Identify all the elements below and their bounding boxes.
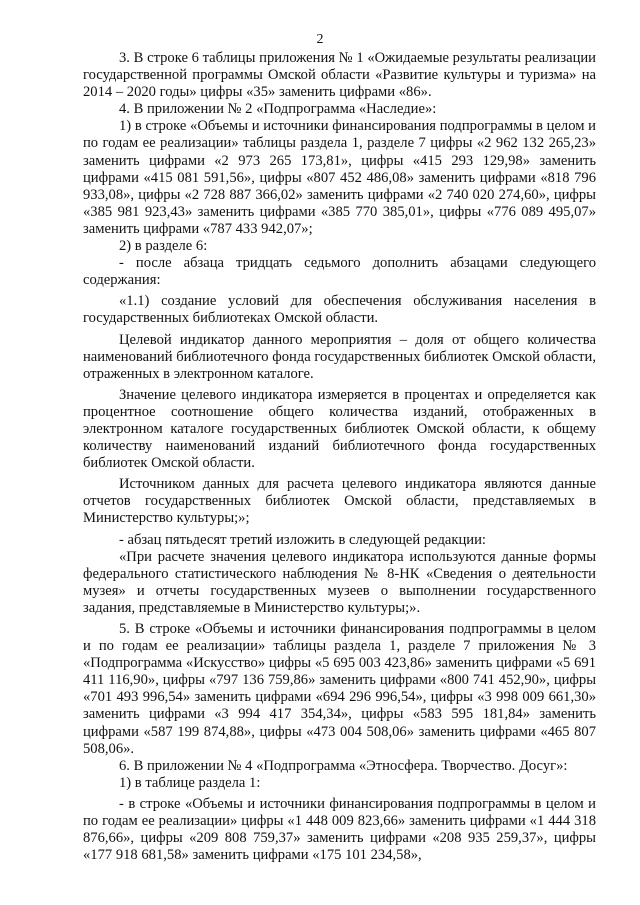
- paragraph-insert-instruction: - после абзаца тридцать седьмого дополнить абзацами следующего содержания:: [83, 255, 596, 289]
- paragraph-quoted-calculation: «При расчете значения целевого индикатора используются данные формы федерального статистического наблюдения № 8-НК «Сведения о деятельности музея» и отчеты государственных музеев о выполнении государственного задания, представляемые в Министерство культуры;».: [83, 548, 596, 616]
- document-body: [83, 50, 596, 864]
- paragraph-item-4: 4. В приложении № 2 «Подпрограмма «Наследие»:: [119, 101, 437, 118]
- paragraph-replace-instruction: - абзац пятьдесят третий изложить в следующей редакции:: [119, 531, 486, 548]
- paragraph-item-4-1: 1) в строке «Объемы и источники финансирования подпрограммы в целом и по годам ее реализации» таблицы раздела 1, разделе 7 цифры «2 962 132 265,23» заменить цифрами «2 973 265 173,81», цифры «415 293 129,98» заменить цифрами «415 081 591,56», цифры «807 452 486,08» заменить цифрами «818 796 933,08», цифры «2 728 887 366,02» заменить цифрами «2 740 020 274,60», цифры «385 981 923,43» заменить цифрами «385 770 385,01», цифры «776 089 495,07» заменить цифрами «787 433 942,07»;: [83, 118, 596, 237]
- paragraph-item-4-2: 2) в разделе 6:: [119, 238, 208, 255]
- paragraph-data-source: Источником данных для расчета целевого индикатора являются данные отчетов государственных библиотек Омской области, представляемых в Министерство культуры;»;: [83, 476, 596, 527]
- paragraph-target-indicator: Целевой индикатор данного мероприятия – доля от общего количества наименований библиотечного фонда государственных библиотек Омской области, отраженных в электронном каталоге.: [83, 331, 596, 382]
- paragraph-quoted-1-1: «1.1) создание условий для обеспечения обслуживания населения в государственных библиотеках Омской области.: [83, 293, 596, 327]
- page-number: 2: [316, 32, 324, 47]
- paragraph-item-6-1-row: - в строке «Объемы и источники финансирования подпрограммы в целом и по годам ее реализации» цифры «1 448 009 823,66» заменить цифрами «1 444 318 876,66», цифры «209 808 759,37» заменить цифрами «208 935 259,37», цифры «177 918 681,58» заменить цифрами «175 101 234,58»,: [83, 795, 596, 864]
- paragraph-indicator-value: Значение целевого индикатора измеряется в процентах и определяется как процентное соотношение общего количества изданий, отображенных в электронном каталоге государственных библиотек Омской области, к общему количеству наименований изданий библиотечного фонда государственных библиотек Омской области.: [83, 386, 596, 472]
- paragraph-item-3: 3. В строке 6 таблицы приложения № 1 «Ожидаемые результаты реализации государственной программы Омской области «Развитие культуры и туризма» на 2014 – 2020 годы» цифры «35» заменить цифрами «86».: [83, 50, 596, 101]
- paragraph-item-6: 6. В приложении № 4 «Подпрограмма «Этносфера. Творчество. Досуг»:: [119, 757, 568, 774]
- paragraph-item-5: 5. В строке «Объемы и источники финансирования подпрограммы в целом и по годам ее реализации» таблицы раздела 1, разделе 7 приложения № 3 «Подпрограмма «Искусство» цифры «5 695 003 423,86» заменить цифрами «5 691 411 116,90», цифры «797 136 759,86» заменить цифрами «800 741 452,90», цифры «701 493 996,54» заменить цифрами «694 296 996,54», цифры «3 998 009 661,30» заменить цифрами «3 994 417 354,34», цифры «583 595 181,84» заменить цифрами «587 199 874,88», цифры «473 004 508,06» заменить цифрами «465 807 508,06».: [83, 621, 596, 757]
- paragraph-item-6-1: 1) в таблице раздела 1:: [119, 774, 261, 791]
